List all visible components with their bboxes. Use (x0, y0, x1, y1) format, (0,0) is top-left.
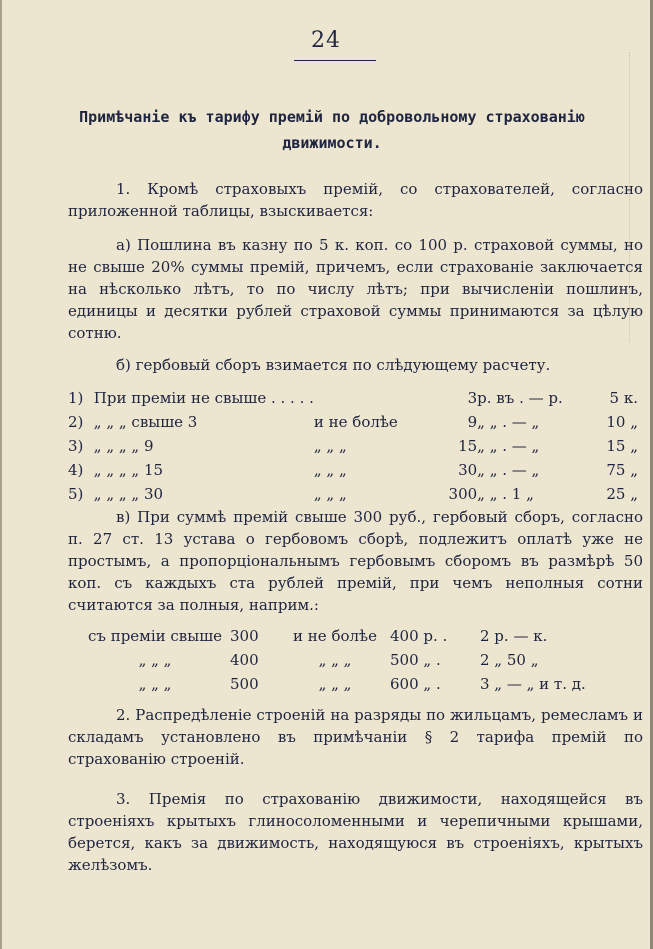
table-cell: „ „ „ (313, 437, 347, 455)
table-cell: 15 (458, 437, 478, 455)
table-cell: 75 „ (606, 461, 638, 479)
table-cell: 3 (467, 389, 478, 407)
table-cell: 2 „ 50 „ (480, 651, 539, 669)
table-row (68, 482, 638, 506)
paragraph-v: в) При суммѣ премій свыше 300 руб., гербовый сборъ, согласно п. 27 ст. 13 устава о гербовомъ сборѣ, подлежитъ оплатѣ уже не простымъ, а пропорціональнымъ гербовымъ сборомъ въ размѣрѣ 50 коп. съ каждыхъ ста рублей премій, при чемъ неполныя сотни считаются за полныя, наприм.: (68, 508, 643, 614)
table-cell: „ „ „ (138, 651, 172, 669)
table-cell: 400 р. . (390, 627, 448, 645)
table-cell: 300 (448, 485, 478, 503)
example-table (80, 624, 640, 696)
table-row (80, 624, 640, 648)
table-cell: 25 „ (606, 485, 638, 503)
table-cell: „ „ „ (318, 651, 352, 669)
table-cell: 30 (458, 461, 478, 479)
table-cell: При преміи не свыше . . . . . (93, 389, 314, 407)
table-cell: 10 „ (606, 413, 638, 431)
table-row (68, 410, 638, 434)
table-cell: р. въ . — р. (477, 389, 563, 407)
table-cell: „ „ „ (313, 485, 347, 503)
paragraph-1: 1. Кромѣ страховыхъ премій, со страхователей, согласно приложенной таблицы, взыскивается: (68, 180, 643, 220)
table-cell: „ „ „ „ 15 (93, 461, 164, 479)
table-cell: „ „ „ „ 30 (93, 485, 164, 503)
table-cell (314, 386, 419, 410)
table-cell: 5 к. (609, 389, 638, 407)
table-cell: съ преміи свыше (87, 627, 223, 645)
table-cell: и не болѣе (293, 627, 377, 645)
paragraph-b: б) гербовый сборъ взимается по слѣдующему расчету. (116, 356, 551, 374)
table-cell: и не болѣе (313, 413, 398, 431)
table-cell (419, 482, 434, 506)
table-cell: „ „ . 1 „ (477, 485, 534, 503)
table-cell: 4) (68, 461, 84, 479)
paragraph-2: 2. Распредѣленіе строеній на разряды по жильцамъ, ремесламъ и складамъ установлено въ примѣчаніи § 2 тарифа премій по страхованію строеній. (68, 706, 643, 768)
table-cell: „ „ . — „ (477, 461, 540, 479)
table-cell (419, 458, 434, 482)
paragraph-a: а) Пошлина въ казну по 5 к. коп. со 100 р. страховой суммы, но не свыше 20% суммы премій, причемъ, если страхованіе заключается на нѣсколько лѣтъ, то по числу лѣтъ; при вычисленіи пошлинъ, единицы и десятки рублей страховой суммы принимаются за цѣлую сотню. (68, 236, 643, 342)
table-cell: „ „ „ „ 9 (93, 437, 154, 455)
table-cell: 400 (230, 651, 259, 669)
table-cell: 3) (68, 437, 84, 455)
table-row (80, 672, 640, 696)
table-cell: 600 „ . (390, 675, 441, 693)
table-cell (419, 410, 434, 434)
page-number: 24 (311, 28, 341, 53)
table-cell (419, 386, 434, 410)
stamp-duty-table (68, 386, 638, 506)
table-cell: „ „ „ (313, 461, 347, 479)
table-cell: 2) (68, 413, 84, 431)
table-cell: 2 р. — к. (480, 627, 548, 645)
table-cell: 500 (230, 675, 259, 693)
table-cell: „ „ „ свыше 3 (93, 413, 198, 431)
table-row (68, 434, 638, 458)
table-row (80, 648, 640, 672)
table-row (68, 386, 638, 410)
table-cell: „ „ „ (138, 675, 172, 693)
table-cell: 15 „ (606, 437, 638, 455)
table-cell: „ „ . — „ (477, 413, 540, 431)
paragraph-3: 3. Премія по страхованію движимости, находящейся въ строеніяхъ крытыхъ глиносоломенными и черепичными крышами, берется, какъ за движимость, находящуюся въ строеніяхъ, крытыхъ желѣзомъ. (68, 790, 643, 874)
table-cell: 9 (467, 413, 478, 431)
table-cell: 300 (230, 627, 259, 645)
table-cell: 3 „ — „ и т. д. (480, 675, 586, 693)
table-cell: 5) (68, 485, 84, 503)
table-cell: 500 „ . (390, 651, 441, 669)
section-title: Примѣчаніе къ тарифу премій по добровольному страхованію движимости. (79, 108, 585, 152)
table-cell: „ „ . — „ (477, 437, 540, 455)
page-number-rule (294, 60, 376, 61)
table-cell: „ „ „ (318, 675, 352, 693)
table-cell (419, 434, 434, 458)
table-row (68, 458, 638, 482)
table-cell: 1) (68, 389, 84, 407)
